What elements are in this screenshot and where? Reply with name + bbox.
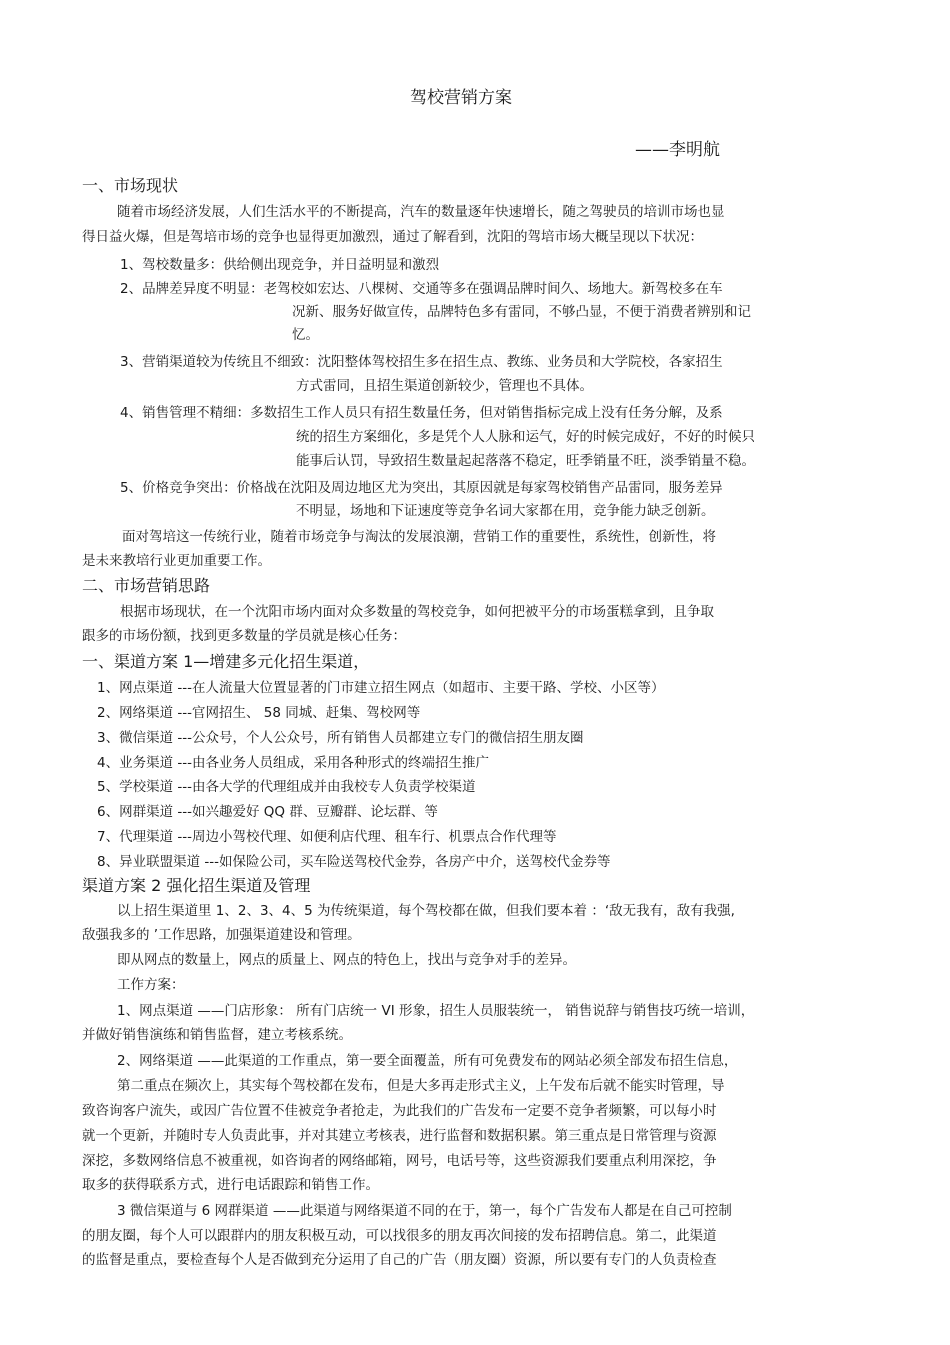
paragraph-line: 取多的获得联系方式，进行电话跟踪和销售工作。 [82, 1177, 379, 1193]
list-item: 4、销售管理不精细：多数招生工作人员只有招生数量任务，但对销售指标完成上没有任务分解，及系 [120, 405, 723, 421]
paragraph-line: 3 微信渠道与 6 网群渠道 ——此渠道与网络渠道不同的在于，第一，每个广告发布人都是在自己可控制 [117, 1203, 732, 1219]
paragraph-line: 第二重点在频次上，其实每个驾校都在发布，但是大多再走形式主义，上午发布后就不能实时管理，导 [117, 1078, 725, 1094]
paragraph-line: 即从网点的数量上，网点的质量上、网点的特色上，找出与竞争对手的差异。 [117, 952, 576, 968]
list-item: 3、营销渠道较为传统且不细致：沈阳整体驾校招生多在招生点、教练、业务员和大学院校，各家招生 [120, 354, 723, 370]
paragraph-line: 跟多的市场份额，找到更多数量的学员就是核心任务： [82, 628, 406, 644]
list-item-continuation: 能事后认罚，导致招生数量起起落落不稳定，旺季销量不旺，淡季销量不稳。 [296, 453, 755, 469]
paragraph-line: 深挖，多数网络信息不被重视，如咨询者的网络邮箱，网号，电话号等，这些资源我们要重点利用深挖，争 [82, 1153, 717, 1169]
list-item: 1、驾校数量多：供给侧出现竞争，并日益明显和激烈 [120, 257, 440, 273]
section-heading-marketing-ideas: 二、市场营销思路 [82, 576, 211, 595]
channel-item: 5、学校渠道 ---由各大学的代理组成并由我校专人负责学校渠道 [97, 779, 476, 795]
channel-item: 4、业务渠道 ---由各业务人员组成，采用各种形式的终端招生推广 [97, 755, 489, 771]
channel-item: 6、网群渠道 ---如兴趣爱好 QQ 群、豆瓣群、论坛群、等 [97, 804, 438, 820]
page-title: 驾校营销方案 [410, 88, 512, 108]
paragraph-line: 敌强我多的 ’工作思路，加强渠道建设和管理。 [82, 927, 361, 943]
paragraph-line: 是未来教培行业更加重要工作。 [82, 553, 271, 569]
channel-item: 7、代理渠道 ---周边小驾校代理、如便利店代理、租车行、机票点合作代理等 [97, 829, 557, 845]
paragraph-line: 的监督是重点，要检查每个人是否做到充分运用了自己的广告（朋友圈）资源，所以要有专门的人负责检查 [82, 1252, 717, 1268]
paragraph-line: 1、网点渠道 ——门店形象： 所有门店统一 VI 形象，招生人员服装统一， 销售说辞与销售技巧统一培训， [117, 1003, 755, 1019]
channel-item: 1、网点渠道 ---在人流量大位置显著的门市建立招生网点（如超市、主要干路、学校、小区等） [97, 680, 665, 696]
section-heading-channel-plan-2: 渠道方案 2 强化招生渠道及管理 [82, 876, 311, 895]
list-item-continuation: 忆。 [292, 327, 319, 343]
paragraph-line: 得日益火爆，但是驾培市场的竞争也显得更加激烈，通过了解看到，沈阳的驾培市场大概呈现以下状况： [82, 229, 703, 245]
author-line: ——李明航 [635, 140, 720, 160]
paragraph-line: 的朋友圈，每个人可以跟群内的朋友积极互动，可以找很多的朋友再次间接的发布招聘信息。第二，此渠道 [82, 1228, 717, 1244]
paragraph-line: 并做好销售演练和销售监督，建立考核系统。 [82, 1027, 352, 1043]
paragraph-line: 2、网络渠道 ——此渠道的工作重点，第一要全面覆盖，所有可免费发布的网站必须全部发布招生信息， [117, 1053, 738, 1069]
paragraph-line: 根据市场现状，在一个沈阳市场内面对众多数量的驾校竞争，如何把被平分的市场蛋糕拿到，且争取 [120, 604, 714, 620]
section-heading-channel-plan-1: 一、渠道方案 1—增建多元化招生渠道， [82, 652, 370, 671]
channel-item: 2、网络渠道 ---官网招生、 58 同城、赶集、驾校网等 [97, 705, 421, 721]
paragraph-line: 致咨询客户流失，或因广告位置不佳被竞争者抢走，为此我们的广告发布一定要不竞争者频繁，可以每小时 [82, 1103, 717, 1119]
list-item-continuation: 况新、服务好做宣传，品牌特色多有雷同，不够凸显，不便于消费者辨别和记 [292, 304, 751, 320]
list-item-continuation: 方式雷同，且招生渠道创新较少，管理也不具体。 [296, 378, 593, 394]
paragraph-line: 随着市场经济发展，人们生活水平的不断提高，汽车的数量逐年快速增长，随之驾驶员的培训市场也显 [117, 204, 725, 220]
section-heading-market-status: 一、市场现状 [82, 176, 179, 195]
paragraph-line: 面对驾培这一传统行业，随着市场竞争与淘汰的发展浪潮，营销工作的重要性，系统性，创新性，将 [122, 529, 716, 545]
list-item-continuation: 不明显，场地和下证速度等竞争名词大家都在用，竞争能力缺乏创新。 [296, 503, 715, 519]
list-item: 2、品牌差异度不明显：老驾校如宏达、八棵树、交通等多在强调品牌时间久、场地大。新驾校多在车 [120, 281, 723, 297]
paragraph-line: 就一个更新，并随时专人负责此事，并对其建立考核表，进行监督和数据积累。第三重点是日常管理与资源 [82, 1128, 717, 1144]
channel-item: 3、微信渠道 ---公众号，个人公众号，所有销售人员都建立专门的微信招生朋友圈 [97, 730, 584, 746]
list-item: 5、价格竞争突出：价格战在沈阳及周边地区尤为突出，其原因就是每家驾校销售产品雷同，服务差异 [120, 480, 723, 496]
paragraph-line: 以上招生渠道里 1、2、3、4、5 为传统渠道，每个驾校都在做，但我们要本着 ：‘敌无我有，敌有我强, [117, 903, 735, 919]
work-plan-label: 工作方案： [117, 977, 185, 993]
list-item-continuation: 统的招生方案细化，多是凭个人人脉和运气，好的时候完成好，不好的时候只 [296, 429, 755, 445]
channel-item: 8、异业联盟渠道 ---如保险公司，买车险送驾校代金券，各房产中介，送驾校代金券等 [97, 854, 611, 870]
